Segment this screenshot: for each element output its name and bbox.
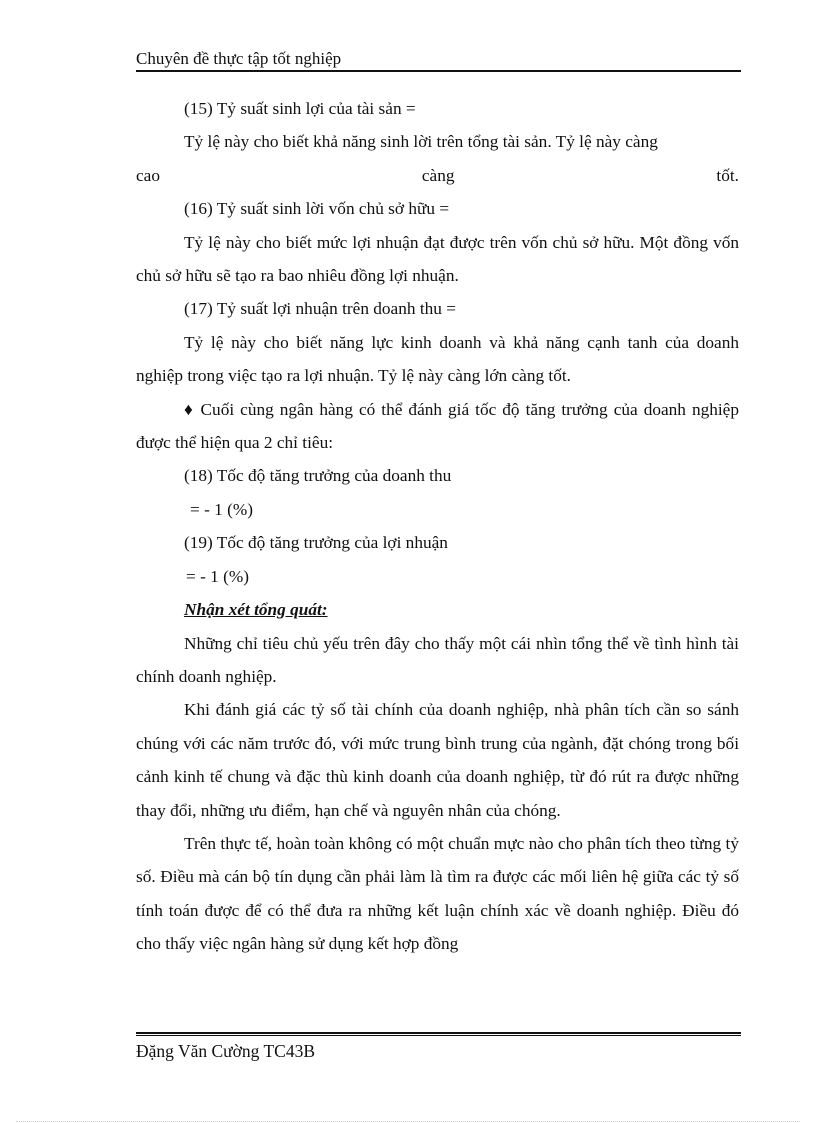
- footer-rule: [136, 1032, 741, 1034]
- footer-rule-thin: [136, 1035, 741, 1036]
- growth-intro: ♦ Cuối cùng ngân hàng có thể đánh giá tốc độ tăng trưởng của doanh nghiệp được thể hiện qua 2 chỉ tiêu:: [136, 399, 739, 453]
- header-rule: [136, 70, 741, 72]
- word: tốt.: [716, 165, 739, 185]
- section-heading-text: Nhận xét tổng quát:: [184, 600, 328, 620]
- ratio-16-description: Tỷ lệ này cho biết mức lợi nhuận đạt được trên vốn chủ sở hữu. Một đồng vốn chủ sở hữu sẽ tạo ra bao nhiêu đồng lợi nhuận.: [136, 232, 739, 286]
- running-footer: Đặng Văn Cường TC43B: [136, 1041, 315, 1061]
- summary-paragraph-1: Những chỉ tiêu chủ yếu trên đây cho thấy một cái nhìn tổng thể về tình hình tài chính doanh nghiệp.: [136, 633, 739, 686]
- ratio-15-description: Tỷ lệ này cho biết khả năng sinh lời trên tổng tài sản. Tỷ lệ này càng: [184, 132, 658, 152]
- document-body: [136, 92, 739, 961]
- ratio-16-label: (16) Tỷ suất sinh lời vốn chủ sở hữu =: [184, 199, 450, 219]
- page-boundary: [16, 1121, 800, 1122]
- summary-paragraph-3: Trên thực tế, hoàn toàn không có một chuẩn mực nào cho phân tích theo từng tỷ số. Điều mà cán bộ tín dụng cần phải làm là tìm ra được các mối liên hệ giữa các tỷ số tính toán được để có thể đưa ra những kết luận chính xác về doanh nghiệp. Điều đó cho thấy việc ngân hàng sử dụng kết hợp đồng: [136, 833, 739, 954]
- word: cao: [136, 165, 160, 185]
- summary-paragraph-2: Khi đánh giá các tỷ số tài chính của doanh nghiệp, nhà phân tích cần so sánh chúng với các năm trước đó, với mức trung bình trung của ngành, đặt chóng trong bối cảnh kinh tế chung và đặc thù kinh doanh của doanh nghiệp, từ đó rút ra được những thay đổi, những ưu điểm, hạn chế và nguyên nhân của chóng.: [136, 700, 739, 820]
- ratio-17-description: Tỷ lệ này cho biết năng lực kinh doanh và khả năng cạnh tanh của doanh nghiệp trong việc tạo ra lợi nhuận. Tỷ lệ này càng lớn càng tốt.: [136, 332, 739, 386]
- ratio-18-formula: = - 1 (%): [190, 499, 254, 519]
- ratio-15-label: (15) Tỷ suất sinh lợi của tài sản =: [184, 99, 416, 118]
- section-heading: [136, 593, 739, 626]
- ratio-19-formula: = - 1 (%): [186, 566, 250, 586]
- running-header: Chuyên đề thực tập tốt nghiệp: [136, 49, 342, 68]
- ratio-17-label: (17) Tỷ suất lợi nhuận trên doanh thu =: [184, 299, 456, 319]
- ratio-18-label: (18) Tốc độ tăng trưởng của doanh thu: [184, 466, 452, 486]
- ratio-15-description-cont: [136, 159, 739, 192]
- ratio-19-label: (19) Tốc độ tăng trưởng của lợi nhuận: [184, 533, 448, 553]
- word: càng: [421, 165, 455, 185]
